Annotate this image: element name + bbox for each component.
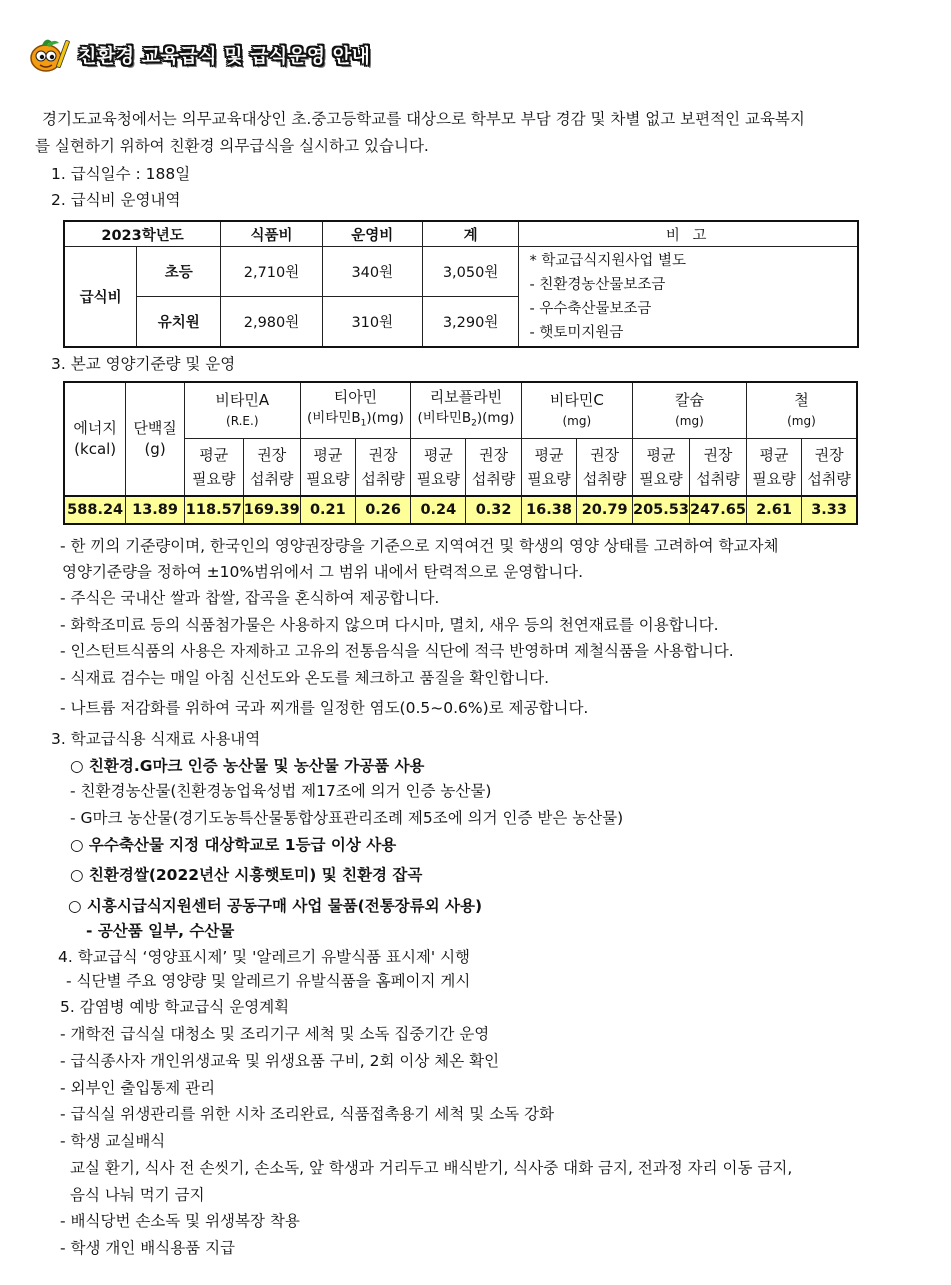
note-line: - 나트륨 저감화를 위하여 국과 찌개를 일정한 염도(0.5~0.6%)로 제공합니다. (60, 699, 589, 717)
group-label: 리보플라빈 (429, 387, 503, 406)
note-cell (519, 247, 858, 348)
value-cell: 205.53 (632, 496, 689, 524)
energy-label: 에너지 (73, 419, 117, 437)
value-protein: 13.89 (126, 496, 185, 524)
row-group-label: 급식비 (64, 247, 137, 348)
section-3b-heading: 3. 학교급식용 식재료 사용내역 (51, 730, 261, 748)
note-line: - 한 끼의 기준량이며, 한국인의 영양권장량을 기준으로 지역여건 및 학생의 영양 상태를 고려하여 학교자체 (60, 537, 779, 555)
sub-avg (300, 439, 355, 497)
bullet-organic: ○ 친환경.G마크 인증 농산물 및 농산물 가공품 사용 (70, 757, 425, 775)
value-cell: 16.38 (521, 496, 577, 524)
sub-rec (577, 439, 633, 497)
sub-rec-1: 권장 (257, 446, 287, 464)
sub-avg-2: 필요량 (639, 470, 683, 488)
header-total: 계 (422, 221, 519, 247)
sub-avg-1: 평균 (199, 446, 229, 464)
sub-avg-1: 평균 (759, 446, 789, 464)
section-5-item: - 개학전 급식실 대청소 및 조리기구 세척 및 소독 집중기간 운영 (60, 1025, 490, 1043)
header-calcium (632, 382, 746, 439)
sub-rec (802, 439, 857, 497)
note-line: 영양기준량을 정하여 ±10%범위에서 그 범위 내에서 탄력적으로 운영합니다. (62, 563, 584, 581)
sub-rec-2: 섭취량 (361, 470, 405, 488)
table-header-row (64, 221, 858, 247)
bullet-sub: - 친환경농산물(친환경농업육성법 제17조에 의거 인증 농산물) (70, 782, 492, 800)
header-food: 식품비 (221, 221, 323, 247)
sub-avg-1: 평균 (313, 446, 343, 464)
sub-rec-1: 권장 (590, 446, 620, 464)
intro-line-2: 를 실현하기 위하여 친환경 의무급식을 실시하고 있습니다. (35, 137, 429, 155)
value-cell: 20.79 (577, 496, 633, 524)
sub-rec (689, 439, 746, 497)
note-line: - 햇토미지원금 (529, 324, 624, 341)
meal-cost-table (63, 220, 859, 348)
note-line: - 식재료 검수는 매일 아침 신선도와 온도를 체크하고 품질을 확인합니다. (60, 669, 550, 687)
sub-rec-2: 섭취량 (471, 470, 516, 488)
value-cell: 118.57 (184, 496, 243, 524)
group-unit (411, 408, 521, 435)
cell-food: 2,980원 (221, 297, 323, 348)
group-unit: (mg) (562, 413, 592, 428)
group-label: 비타민C (549, 390, 604, 409)
sub-rec-2: 섭취량 (696, 470, 740, 488)
values-row (64, 496, 857, 524)
section-4-sub: - 식단별 주요 영양량 및 알레르기 유발식품을 홈페이지 게시 (66, 972, 471, 990)
note-line: * 학교급식지원사업 별도 (529, 252, 687, 269)
value-cell: 247.65 (689, 496, 746, 524)
sub-avg (746, 439, 801, 497)
classroom-line-1: 교실 환기, 식사 전 손씻기, 손소독, 앞 학생과 거리두고 배식받기, 식사중 대화 금지, 전과정 자리 이동 금지, (70, 1159, 793, 1177)
group-unit: (mg) (675, 413, 704, 428)
value-cell: 0.24 (411, 496, 466, 524)
header-vitamin-c (521, 382, 632, 439)
header-op: 운영비 (322, 221, 422, 247)
row-label: 초등 (137, 247, 221, 297)
sub-avg-2: 필요량 (306, 470, 350, 488)
unit-sub: 1 (360, 418, 367, 429)
bullet-rice: ○ 친환경쌀(2022년산 시흥햇토미) 및 친환경 잡곡 (70, 866, 423, 884)
value-cell: 169.39 (243, 496, 300, 524)
section-5-item: - 학생 개인 배식용품 지급 (60, 1239, 236, 1257)
note-line: - 화학조미료 등의 식품첨가물은 사용하지 않으며 다시마, 멸치, 새우 등의 천연재료를 이용합니다. (60, 616, 719, 634)
value-cell: 2.61 (746, 496, 801, 524)
header-riboflavin (411, 382, 522, 439)
value-cell: 3.33 (802, 496, 857, 524)
value-cell: 0.32 (466, 496, 521, 524)
cell-food: 2,710원 (221, 247, 323, 297)
sub-avg (521, 439, 577, 497)
section-5-item: - 급식종사자 개인위생교육 및 위생요품 구비, 2회 이상 체온 확인 (60, 1052, 500, 1070)
intro-line-1: 경기도교육청에서는 의무교육대상인 초.중고등학교를 대상으로 학부모 부담 경감 및 차별 없고 보편적인 교육복지 (42, 110, 805, 128)
sub-avg-1: 평균 (646, 446, 676, 464)
sub-avg (632, 439, 689, 497)
header-year: 2023학년도 (64, 221, 221, 247)
sub-rec-1: 권장 (814, 446, 844, 464)
group-label: 비타민A (215, 390, 270, 409)
section-4-heading: 4. 학교급식 ‘영양표시제’ 및 '알레르기 유발식품 표시제' 시행 (58, 948, 471, 966)
protein-label: 단백질 (133, 419, 177, 437)
sub-avg-1: 평균 (534, 446, 564, 464)
item-1: 1. 급식일수 : 188일 (51, 165, 191, 183)
sub-avg-2: 필요량 (527, 470, 571, 488)
unit-sub: 2 (471, 418, 477, 429)
title-row (28, 34, 370, 74)
sub-rec (243, 439, 300, 497)
bullet-sub-bold: - 공산품 일부, 수산물 (86, 922, 235, 940)
classroom-line-2: 음식 나눠 먹기 금지 (70, 1186, 205, 1204)
unit-pre: (비타민B (417, 409, 472, 426)
value-energy: 588.24 (64, 496, 126, 524)
sub-avg (411, 439, 466, 497)
note-line: - 우수축산물보조금 (529, 300, 652, 317)
sub-rec-1: 권장 (368, 446, 398, 464)
sub-rec-2: 섭취량 (582, 470, 627, 488)
unit-pre: (비타민B (306, 409, 361, 426)
table-header-row (64, 382, 857, 439)
header-iron (746, 382, 857, 439)
nutrition-standard-table (63, 381, 858, 525)
item-2: 2. 급식비 운영내역 (51, 191, 181, 209)
unit-post: )(mg) (366, 409, 404, 426)
header-vitamin-a (184, 382, 300, 439)
sub-rec-2: 섭취량 (249, 470, 294, 488)
section-5-heading: 5. 감염병 예방 학교급식 운영계획 (60, 998, 290, 1016)
cell-total: 3,290원 (422, 297, 519, 348)
cell-op: 340원 (322, 247, 422, 297)
energy-unit: (kcal) (74, 440, 117, 458)
cell-total: 3,050원 (422, 247, 519, 297)
value-cell: 0.21 (300, 496, 355, 524)
bullet-sub: - G마크 농산물(경기도농특산물통합상표관리조례 제5조에 의거 인증 받은 농산물) (70, 809, 624, 827)
section-5-item: - 학생 교실배식 (60, 1132, 166, 1150)
bullet-livestock: ○ 우수축산물 지정 대상학교로 1등급 이상 사용 (70, 836, 397, 854)
header-note: 비 고 (519, 221, 858, 247)
sub-rec-1: 권장 (479, 446, 509, 464)
bullet-purchase: ○ 시흥시급식지원센터 공동구매 사업 물품(전통장류외 사용) (68, 897, 483, 915)
group-label: 티아민 (333, 387, 378, 406)
header-protein (126, 382, 185, 496)
orange-mascot-icon (28, 34, 74, 74)
sub-rec (466, 439, 521, 497)
sub-avg-2: 필요량 (192, 470, 236, 488)
row-label: 유치원 (137, 297, 221, 348)
section-5-item: - 외부인 출입통제 관리 (60, 1079, 216, 1097)
group-unit: (R.E.) (226, 413, 259, 428)
note-line: - 주식은 국내산 쌀과 찹쌀, 잡곡을 혼식하여 제공합니다. (60, 589, 440, 607)
unit-post: )(mg) (476, 409, 515, 426)
sub-rec (355, 439, 410, 497)
cell-op: 310원 (322, 297, 422, 348)
group-label: 칼슘 (674, 390, 704, 409)
header-energy (64, 382, 126, 496)
group-unit: (mg) (787, 413, 816, 428)
sub-avg (184, 439, 243, 497)
protein-unit: (g) (144, 440, 166, 458)
note-line: - 인스턴트식품의 사용은 자제하고 고유의 전통음식을 식단에 적극 반영하며 제철식품을 사용합니다. (60, 642, 734, 660)
group-unit (301, 408, 411, 435)
item-3: 3. 본교 영양기준량 및 운영 (51, 355, 236, 373)
header-thiamin (300, 382, 411, 439)
sub-rec-1: 권장 (703, 446, 733, 464)
sub-avg-2: 필요량 (752, 470, 796, 488)
page-title: 친환경 교육급식 및 급식운영 안내 (78, 44, 371, 67)
table-row (64, 247, 858, 297)
section-5-item: - 급식실 위생관리를 위한 시차 조리완료, 식품접촉용기 세척 및 소독 강화 (60, 1105, 555, 1123)
note-line: - 친환경농산물보조금 (529, 276, 666, 293)
sub-avg-1: 평균 (423, 446, 453, 464)
group-label: 철 (794, 390, 809, 409)
section-5-item: - 배식당번 손소독 및 위생복장 착용 (60, 1212, 300, 1230)
value-cell: 0.26 (355, 496, 410, 524)
sub-avg-2: 필요량 (416, 470, 461, 488)
sub-rec-2: 섭취량 (807, 470, 851, 488)
